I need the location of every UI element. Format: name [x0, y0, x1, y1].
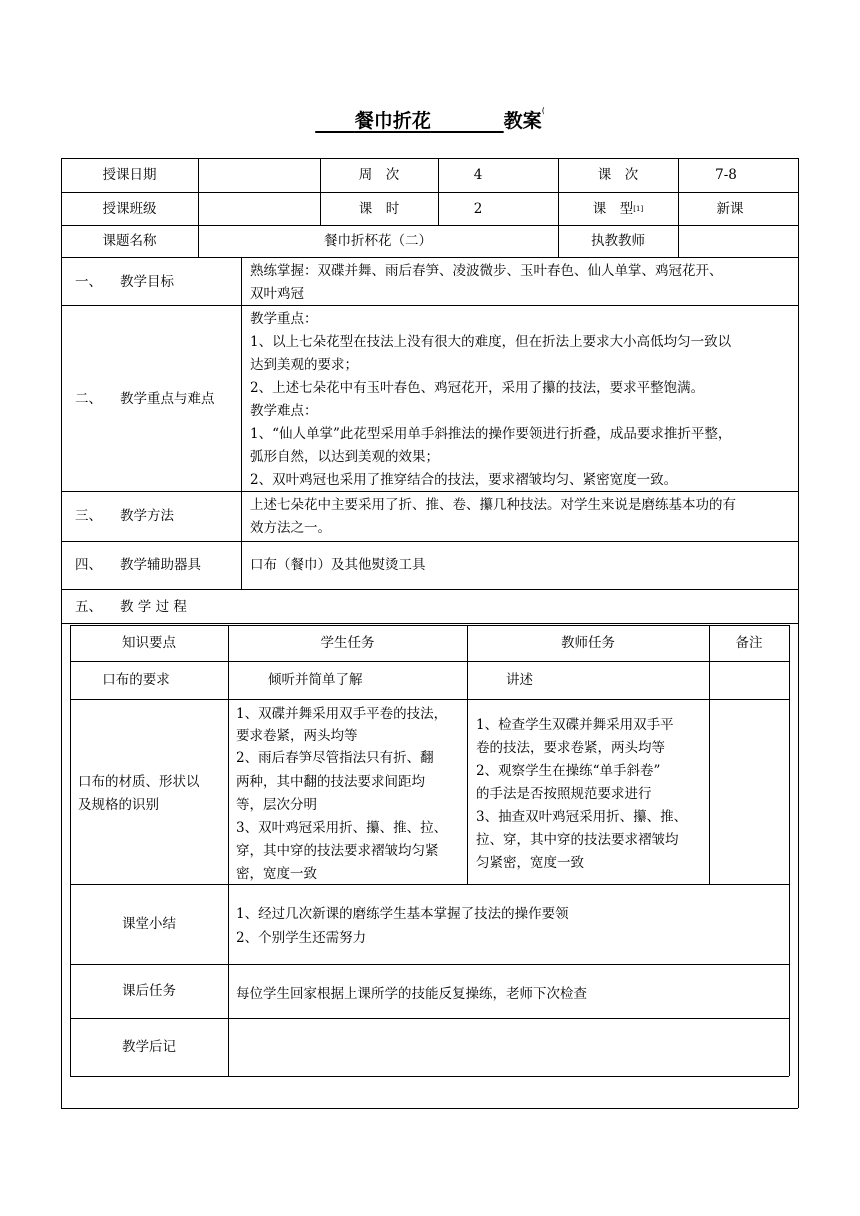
- section-text-line: 2、上述七朵花中有玉叶春色、鸡冠花开，采用了攥的技法，要求平整饱满。: [250, 380, 705, 396]
- section-text-line: 弧形自然，以达到美观的效果；: [250, 449, 439, 465]
- hours-label: 课 时: [358, 201, 400, 217]
- week-label: 周 次: [358, 167, 400, 183]
- document-title: [0, 106, 860, 133]
- process-teacher-line: 的手法是否按照规范要求进行: [476, 786, 652, 802]
- rule: [70, 625, 71, 1076]
- section-text-line: 1、以上七朵花型在技法上没有很大的难度，但在折法上要求大小高低均匀一致以: [250, 334, 732, 350]
- section-text-line: 教学重点：: [250, 311, 318, 327]
- rule: [61, 623, 798, 624]
- rule: [709, 625, 710, 884]
- rule: [61, 305, 798, 306]
- title-underline-tail: [431, 110, 504, 132]
- date-label: 授课日期: [102, 167, 157, 183]
- homework-text: 每位学生回家根据上课所学的技能反复操练，老师下次检查: [236, 986, 587, 1002]
- section-text-line: 2、双叶鸡冠也采用了推穿结合的技法，要求褶皱均匀、紧密宽度一致。: [250, 472, 678, 488]
- reflection-label: 教学后记: [122, 1039, 176, 1055]
- section-text-line: 教学难点：: [250, 403, 318, 419]
- title-mark: (: [541, 106, 545, 115]
- rule: [70, 964, 789, 965]
- section-num: 二、: [75, 391, 102, 407]
- title-main: 餐巾折花: [354, 110, 431, 132]
- rule: [61, 158, 62, 1108]
- rule: [241, 257, 242, 589]
- section-text-line: 上述七朵花中主要采用了折、推、卷、攥几种技法。对学生来说是磨练基本功的有: [250, 497, 736, 513]
- section-num: 一、: [75, 274, 102, 290]
- rule: [70, 1018, 789, 1019]
- process-teacher-line: 匀紧密，宽度一致: [476, 855, 584, 871]
- section-label: 教学辅助器具: [120, 557, 201, 573]
- type-label: 课 型: [592, 201, 634, 217]
- process-student-line: 两种，其中翻的技法要求间距均: [236, 774, 425, 790]
- rule: [61, 225, 798, 226]
- summary-label: 课堂小结: [122, 916, 176, 932]
- rule: [61, 1108, 798, 1109]
- rule: [70, 1076, 789, 1077]
- section-label: 教学重点与难点: [120, 391, 215, 407]
- teacher-label: 执教教师: [591, 233, 645, 249]
- process-teacher-line: 1、检查学生双碟并舞采用双手平: [476, 717, 674, 733]
- rule: [70, 625, 789, 626]
- type-mark: [1]: [633, 205, 644, 213]
- process-teacher-task: 讲述: [506, 672, 533, 688]
- section-label: 教学目标: [120, 274, 174, 290]
- process-student-line: 3、双叶鸡冠采用折、攥、推、拉、: [236, 820, 448, 836]
- lesson-no-value: 7-8: [715, 167, 737, 183]
- process-teacher-line: 2、观察学生在操练“单手斜卷”: [476, 763, 661, 779]
- class-label: 授课班级: [102, 201, 157, 217]
- process-teacher-line: 拉、穿，其中穿的技法要求褶皱均: [476, 832, 679, 848]
- process-header: 学生任务: [320, 635, 375, 651]
- section-text-line: 口布（餐巾）及其他熨烫工具: [250, 557, 426, 573]
- rule: [61, 158, 798, 159]
- section-label: 教 学 过 程: [120, 599, 187, 615]
- section-text-line: 效方法之一。: [250, 520, 331, 536]
- process-student-line: 要求卷紧，两头均等: [236, 728, 358, 744]
- process-student-line: 1、双碟并舞采用双手平卷的技法，: [236, 706, 448, 722]
- process-point: 口布的要求: [102, 672, 170, 688]
- rule: [61, 257, 798, 258]
- rule: [70, 699, 789, 700]
- rule: [228, 625, 229, 1076]
- rule: [61, 589, 798, 590]
- title-underline-lead: [315, 110, 355, 132]
- process-student-task: 倾听并简单了解: [268, 672, 363, 688]
- process-header: 知识要点: [122, 635, 176, 651]
- process-header: 备注: [735, 635, 763, 651]
- process-student-line: 等，层次分明: [236, 797, 317, 813]
- section-text-line: 双叶鸡冠: [250, 286, 304, 302]
- summary-line: 1、经过几次新课的磨练学生基本掌握了技法的操作要领: [236, 906, 569, 922]
- topic-label: 课题名称: [102, 233, 157, 249]
- process-student-line: 密，宽度一致: [236, 866, 317, 882]
- topic-value: 餐巾折杯花（二）: [324, 233, 432, 249]
- process-teacher-line: 3、抽查双叶鸡冠采用折、攥、推、: [476, 809, 688, 825]
- rule: [70, 884, 789, 885]
- rule: [467, 625, 468, 884]
- rule: [70, 661, 789, 662]
- rule: [789, 625, 790, 1076]
- section-num: 四、: [75, 557, 102, 573]
- rule: [61, 541, 798, 542]
- rule: [61, 192, 798, 193]
- type-label-cell: [558, 197, 678, 221]
- rule: [798, 158, 799, 1108]
- section-num: 三、: [75, 508, 102, 524]
- section-label: 教学方法: [120, 508, 174, 524]
- type-value: 新课: [716, 201, 744, 217]
- homework-label: 课后任务: [122, 983, 176, 999]
- summary-line: 2、个别学生还需努力: [236, 930, 367, 946]
- section-text-line: 熟练掌握：双碟并舞、雨后春笋、凌波微步、玉叶春色、仙人单掌、鸡冠花开、: [250, 263, 723, 279]
- section-text-line: 达到美观的要求；: [250, 357, 358, 373]
- lesson-no-label: 课 次: [597, 167, 639, 183]
- hours-value: 2: [473, 201, 483, 217]
- section-text-line: 1、“仙人单掌”此花型采用单手斜推法的操作要领进行折叠，成品要求推折平整，: [250, 426, 732, 442]
- process-teacher-line: 卷的技法，要求卷紧，两头均等: [476, 740, 665, 756]
- process-point-line: 口布的材质、形状以: [78, 774, 200, 790]
- section-num: 五、: [75, 599, 102, 615]
- process-student-line: 穿，其中穿的技法要求褶皱均匀紧: [236, 843, 439, 859]
- title-suffix: 教案: [503, 110, 542, 132]
- week-value: 4: [473, 167, 483, 183]
- process-header: 教师任务: [561, 635, 615, 651]
- process-student-line: 2、雨后春笋尽管指法只有折、翻: [236, 750, 434, 766]
- process-point-line: 及规格的识别: [78, 797, 159, 813]
